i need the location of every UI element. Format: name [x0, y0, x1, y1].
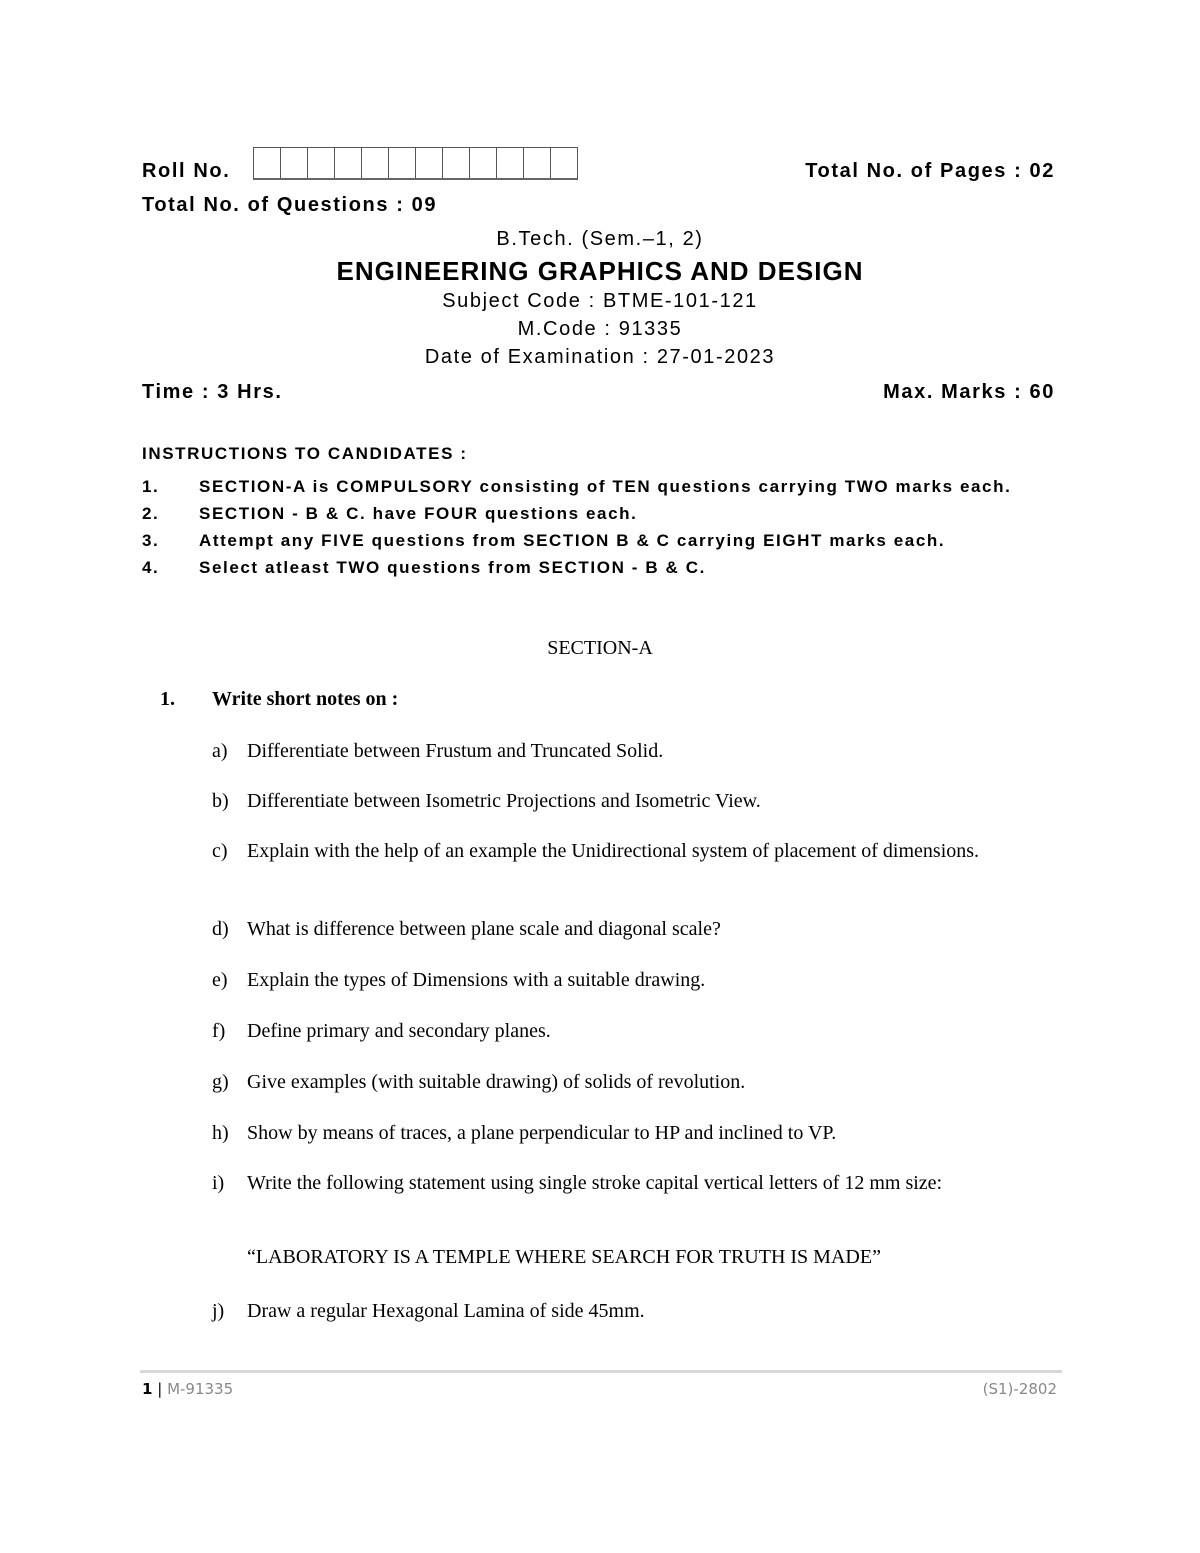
roll-box	[281, 148, 308, 178]
sub-question-text: Show by means of traces, a plane perpendicular to HP and inclined to VP.	[247, 1122, 837, 1144]
roll-box	[551, 148, 577, 178]
sub-question-label: e)	[212, 969, 228, 991]
instruction-item	[142, 503, 1062, 524]
question-text: Write short notes on :	[212, 688, 399, 710]
instruction-text: Select atleast TWO questions from SECTION - B & C.	[199, 558, 706, 577]
sub-question	[212, 738, 1060, 764]
sub-question-label: b)	[212, 790, 229, 812]
page-number: 1	[142, 1380, 153, 1398]
course: B.Tech. (Sem.–1, 2)	[496, 228, 704, 250]
sub-question-text: Draw a regular Hexagonal Lamina of side 45mm.	[247, 1300, 645, 1322]
m-code: M.Code : 91335	[517, 318, 683, 340]
sub-question-label: d)	[212, 918, 229, 940]
roll-box	[308, 148, 335, 178]
sub-question	[212, 788, 1060, 814]
instructions	[142, 444, 1062, 584]
sub-question	[212, 838, 1060, 864]
sub-question-text: Explain the types of Dimensions with a suitable drawing.	[247, 969, 706, 991]
question-number: 1.	[160, 688, 175, 710]
instruction-text: SECTION - B & C. have FOUR questions each.	[199, 504, 638, 523]
instruction-number: 4.	[142, 558, 160, 577]
roll-number-boxes	[253, 147, 578, 180]
roll-label: Roll No.	[142, 160, 231, 182]
sub-question	[212, 1018, 1060, 1044]
sub-question	[212, 1298, 1060, 1324]
question-1	[160, 688, 1060, 711]
roll-box	[497, 148, 524, 178]
sub-question-text: Differentiate between Frustum and Truncated Solid.	[247, 740, 664, 762]
instruction-number: 1.	[142, 477, 160, 496]
instruction-item	[142, 530, 1062, 551]
exam-date: Date of Examination : 27-01-2023	[424, 346, 776, 368]
instruction-number: 2.	[142, 504, 160, 523]
sub-question-label: f)	[212, 1020, 226, 1042]
instruction-text: SECTION-A is COMPULSORY consisting of TEN questions carrying TWO marks each.	[199, 477, 1012, 496]
sub-question-label: g)	[212, 1071, 229, 1093]
instructions-heading: INSTRUCTIONS TO CANDIDATES :	[142, 444, 468, 463]
roll-box	[254, 148, 281, 178]
instruction-number: 3.	[142, 531, 160, 550]
instruction-text: Attempt any FIVE questions from SECTION B & C carrying EIGHT marks each.	[199, 531, 946, 550]
sub-question-text: Give examples (with suitable drawing) of solids of revolution.	[247, 1071, 746, 1093]
sub-question	[212, 967, 1060, 993]
total-pages: Total No. of Pages : 02	[805, 160, 1055, 182]
sub-question-text: What is difference between plane scale and diagonal scale?	[247, 918, 721, 940]
total-questions: Total No. of Questions : 09	[142, 194, 438, 216]
sub-question	[212, 1069, 1060, 1095]
sub-question-label: a)	[212, 740, 228, 762]
sub-question-label: i)	[212, 1172, 225, 1194]
time: Time : 3 Hrs.	[142, 381, 283, 403]
sub-question-label: j)	[212, 1300, 225, 1322]
paper-title: ENGINEERING GRAPHICS AND DESIGN	[336, 256, 864, 286]
instruction-item	[142, 476, 1062, 497]
roll-box	[389, 148, 416, 178]
footer-ref: (S1)-2802	[982, 1380, 1057, 1398]
sub-question-label: h)	[212, 1122, 229, 1144]
section-title: SECTION-A	[547, 637, 653, 659]
max-marks: Max. Marks : 60	[883, 381, 1055, 403]
sub-question-text: Explain with the help of an example the Unidirectional system of placement of dimensions.	[247, 840, 980, 862]
roll-box	[524, 148, 551, 178]
subject-code: Subject Code : BTME-101-121	[442, 290, 758, 312]
quote: “LABORATORY IS A TEMPLE WHERE SEARCH FOR TRUTH IS MADE”	[247, 1246, 881, 1268]
sub-question-text: Define primary and secondary planes.	[247, 1020, 551, 1042]
sub-question-label: c)	[212, 840, 228, 862]
roll-box	[416, 148, 443, 178]
footer-code: M-91335	[167, 1380, 234, 1398]
sub-question	[212, 1120, 1060, 1146]
footer-divider	[140, 1370, 1062, 1373]
roll-box	[362, 148, 389, 178]
roll-box	[335, 148, 362, 178]
sub-question-text: Write the following statement using single stroke capital vertical letters of 12 mm size:	[247, 1172, 943, 1194]
roll-box	[470, 148, 497, 178]
exam-page: Roll No. Total No. of Pages : 02 Total No. of Questions : 09 B.Tech. (Sem.–1, 2) ENGINEERING GRAPHICS AND DESIGN Subject Code : BTME-101-121 M.Code : 91335 Date of Examination : 27-01-2023 Time : 3 Hrs. Max. Marks : 60 INSTRUCTIONS TO CANDIDATES : 1. SECTION-A is COMPULSORY consisting of TEN questions carrying TWO marks each. 2. SECTION - B & C. have FOUR questions each. 3. Attempt any FIVE questions from SECTION B & C carrying EIGHT marks each. 4. Select atleast TWO questions from SECTION - B & C. SECTION-A 1. Write short notes on : a) Differentiate between Frustum and Truncated Solid. b) Differentiate between Isometric Projections and Isometric View. c) Explain with the help of an example the Unidirectional system of placement of dimensions. d) What is difference between plane scale and diagonal scale? e) Explain the types of Dimensions with a suitable drawing. f) Define primary and secondary planes. g) Give examples (with suitable drawing) of solids of revolution. h) Show by means of traces, a plane perpendicular to HP and inclined to VP. i) Write the following statement using single stroke capital vertical letters of 12 mm size: j) Draw a regular Hexagonal Lamina of side 45mm. “LABORATORY IS A TEMPLE WHERE SEARCH FOR TRUTH IS MADE” 1 | M-91335 (S1)-2802	[0, 0, 1200, 1553]
sub-question-text: Differentiate between Isometric Projections and Isometric View.	[247, 790, 761, 812]
sub-question	[212, 916, 1060, 942]
instruction-item	[142, 557, 1062, 578]
sub-question	[212, 1170, 1060, 1196]
roll-box	[443, 148, 470, 178]
